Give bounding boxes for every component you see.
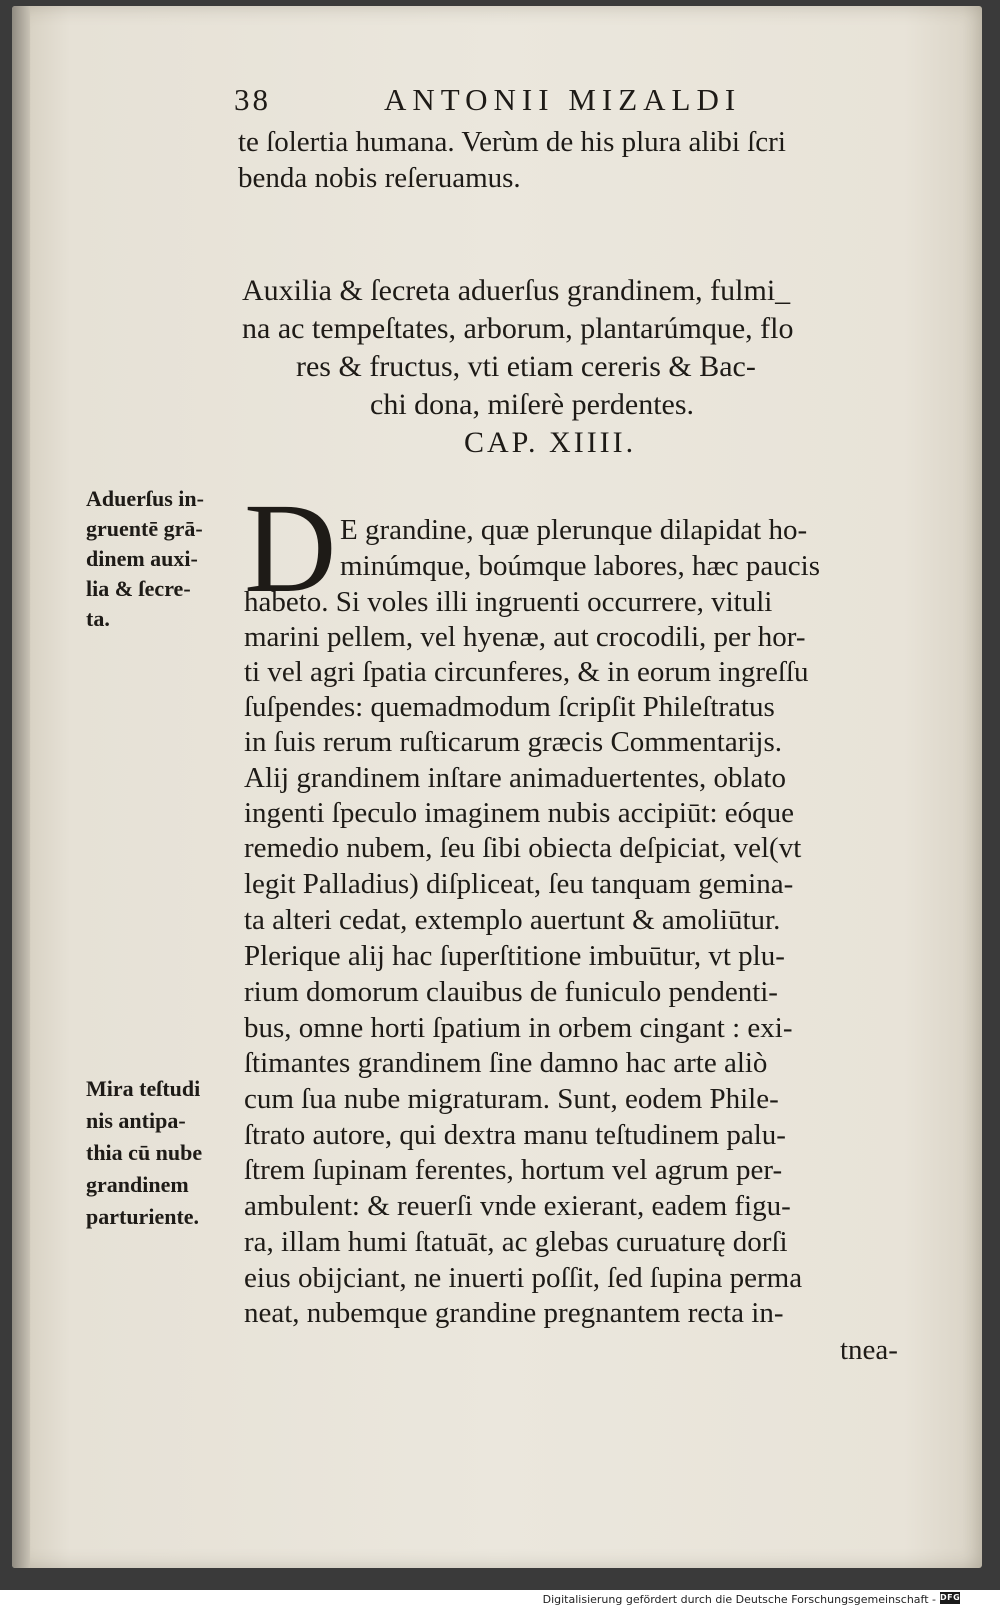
margin-note-line: Aduerſus in- — [86, 486, 204, 511]
body-line: remedio nubem, ſeu ſibi obiecta deſpiciat, vel(vt — [244, 832, 802, 864]
drop-cap: D — [244, 477, 337, 619]
chapter-number: CAP. XIIII. — [464, 426, 637, 459]
digitization-credit: Digitalisierung gefördert durch die Deutsche Forschungsgemeinschaft - — [542, 1593, 936, 1606]
catchword: tnea- — [840, 1334, 898, 1366]
running-header — [234, 82, 794, 122]
body-line: ingenti ſpeculo imaginem nubis accipiūt: eóque — [244, 797, 795, 829]
page-gutter — [12, 6, 30, 1568]
body-line: ſtimantes grandinem ſine damno hac arte aliò — [244, 1047, 768, 1079]
chapter-title-line: na ac tempeſtates, arborum, plantarúmque, flo — [242, 312, 794, 345]
body-line: ſuſpendes: quemadmodum ſcripſit Phileſtratus — [244, 691, 775, 723]
margin-note-line: Mira teſtudi — [86, 1076, 201, 1101]
margin-note-line: lia & ſecre- — [86, 576, 191, 601]
margin-note-line: grandinem — [86, 1172, 189, 1197]
body-line: ſtrato autore, qui dextra manu teſtudinem palu- — [244, 1119, 786, 1151]
body-line: habeto. Si voles illi ingruenti occurrere, vituli — [244, 586, 773, 618]
body-line: minúmque, boúmque labores, hæc paucis — [340, 550, 821, 582]
body-line: cum ſua nube migraturam. Sunt, eodem Phile- — [244, 1083, 779, 1115]
body-line: Plerique alij hac ſuperſtitione imbuūtur, vt plu- — [244, 940, 785, 972]
page-number: 38 — [234, 82, 271, 117]
running-title: ANTONII MIZALDI — [384, 82, 742, 117]
body-line: E grandine, quæ plerunque dilapidat ho- — [340, 514, 808, 546]
margin-note-line: dinem auxi- — [86, 546, 198, 571]
body-line: legit Palladius) diſpliceat, ſeu tanquam gemina- — [244, 868, 794, 900]
margin-note-line: gruentē grā- — [86, 516, 203, 541]
body-line: ra, illam humi ſtatuāt, ac glebas curuaturę dorſi — [244, 1226, 788, 1258]
margin-note-line: parturiente. — [86, 1204, 200, 1229]
body-line: ti vel agri ſpatia circunferes, & in eorum ingreſſu — [244, 656, 809, 688]
chapter-title-line: res & fructus, vti etiam cereris & Bac- — [296, 350, 756, 383]
margin-note-line: thia cū nube — [86, 1140, 203, 1165]
margin-note-line: nis antipa- — [86, 1108, 186, 1133]
body-line: bus, omne horti ſpatium in orbem cingant : exi- — [244, 1012, 793, 1044]
dfg-logo: DFG — [940, 1593, 961, 1602]
body-line: eius obijciant, ne inuerti poſſit, ſed ſupina perma — [244, 1262, 803, 1294]
intro-line: te ſolertia humana. Verùm de his plura alibi ſcri — [238, 126, 786, 158]
body-line: neat, nubemque grandine pregnantem recta in- — [244, 1297, 784, 1329]
chapter-title-line: chi dona, miſerè perdentes. — [370, 388, 695, 421]
body-line: ta alteri cedat, extemplo auertunt & amoliūtur. — [244, 904, 781, 936]
chapter-title-line: Auxilia & ſecreta aduerſus grandinem, fulmi_ — [242, 274, 791, 307]
body-line: Alij grandinem inſtare animaduertentes, oblato — [244, 762, 786, 794]
body-line: in ſuis rerum ruſticarum græcis Commentarijs. — [244, 726, 783, 758]
body-line: ſtrem ſupinam ferentes, hortum vel agrum per- — [244, 1154, 783, 1186]
body-line: rium domorum clauibus de funiculo pendenti- — [244, 976, 778, 1008]
margin-note-line: ta. — [86, 606, 110, 631]
body-line: marini pellem, vel hyenæ, aut crocodili, per hor- — [244, 621, 806, 653]
intro-line: benda nobis reſeruamus. — [238, 162, 521, 194]
body-line: ambulent: & reuerſi vnde exierant, eadem figu- — [244, 1190, 791, 1222]
